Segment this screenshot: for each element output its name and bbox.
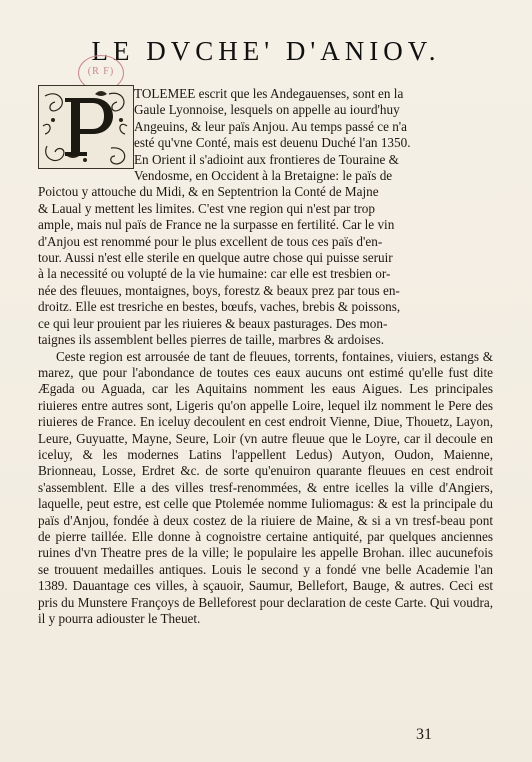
- paragraph-2: Ceste region est arrousée de tant de fleuues, torrents, fontaines, viuiers, estangs & marez, que pour l'abondance de toutes ces eaux aucuns ont estimé qu'elle fust dite Ægada ou Aguada, car les Aquitains nomment les eaus Aigues. Les principales riuieres entre autres sont, Ligeris qu'on appelle Loire, lequel ilz nomment le Pere des riuieres de France. En iceluy decoulent en cest endroit Vienne, Diue, Thouetz, Layon, Leure, Guyuatte, Mayne, Seure, Loir (vn autre fleuue que le Loyre, car il decoule en iceluy, & les modernes Latins l'appellent Ledus) Autyon, Oudon, Maienne, Brionneau, Losse, Erdret &c. de sorte qu'enuiron quarante fleuues en cest endroit s'assemblent. Elle a des villes tresf-renommées, & entre icelles la ville d'Angiers, laquelle, peut estre, est celle que Ptolemée nomme Iuliomagus: & est la principale du païs d'Anjou, fondée à deux costez de la riuiere de Maine, & si a vn tresf-beau pont de pierre taillée. Elle donne à cognoistre certaine antiquité, par quelques anciennes ruines d'vn Theatre pres de la ville; le populaire les appelle Brohan. illec aucunefois se trouuent medailles antiques. Louis le second y a fondé vne belle Academie l'an 1389. Dauantage ces villes, à sçauoir, Saumur, Bellefort, Bauge, & autres. Ceci est pris du Munstere Françoys de Belleforest pour declaration de ceste Carte. Qui voudra, il y pourra adiouster le Theuet.: [38, 348, 493, 626]
- text-line: En Orient il s'adioint aux frontieres de Touraine &: [134, 151, 399, 167]
- text-line: Vendosme, en Occident à la Bretaigne: le païs de: [134, 168, 393, 184]
- text-line: Gaule Lyonnoise, lesquels on appelle au iourd'huy: [134, 102, 400, 118]
- library-stamp: (R F): [78, 55, 124, 91]
- text-line: tour. Aussi n'est elle sterile en quelque autre chose qui puisse seruir: [38, 250, 393, 266]
- text-line: & Laual y mettent les limites. C'est vne region qui n'est par trop: [38, 200, 375, 216]
- text-line: TOLEMEE escrit que les Andegauenses, sont en la: [134, 86, 404, 101]
- page-number: 31: [416, 726, 432, 743]
- text-line: Poictou y attouche du Midi, & en Septentrion la Conté de Majne: [38, 184, 379, 200]
- text-line: d'Anjou est renommé pour le plus excellent de tous ces païs d'en-: [38, 233, 383, 249]
- text-line: ample, mais nul païs de France ne la surpasse en fertilité. Car le vin: [38, 217, 395, 233]
- text-line: Angeuins, & leur païs Anjou. Au temps passé ce n'a: [134, 118, 408, 134]
- page-title: LE DVCHE' D'ANIOV.: [91, 36, 441, 66]
- text-line: taignes ils assemblent belles pierres de taille, marbres & ardoises.: [38, 332, 385, 348]
- text-line: à la necessité ou volupté de la vie humaine: car elle est tresbien or-: [38, 266, 391, 282]
- text-line: née des fleuues, montaignes, boys, forestz & beaux prez par tous en-: [38, 282, 400, 298]
- text-line: droitz. Elle est tresriche en bestes, bœufs, vaches, brebis & poissons,: [38, 299, 401, 315]
- text-line: esté qu'vne Conté, mais est deuenu Duché l'an 1350.: [134, 135, 411, 151]
- text-line: ce qui leur prouient par les riuieres & beaux pasturages. Des mon-: [38, 315, 388, 331]
- body-text: [38, 86, 493, 627]
